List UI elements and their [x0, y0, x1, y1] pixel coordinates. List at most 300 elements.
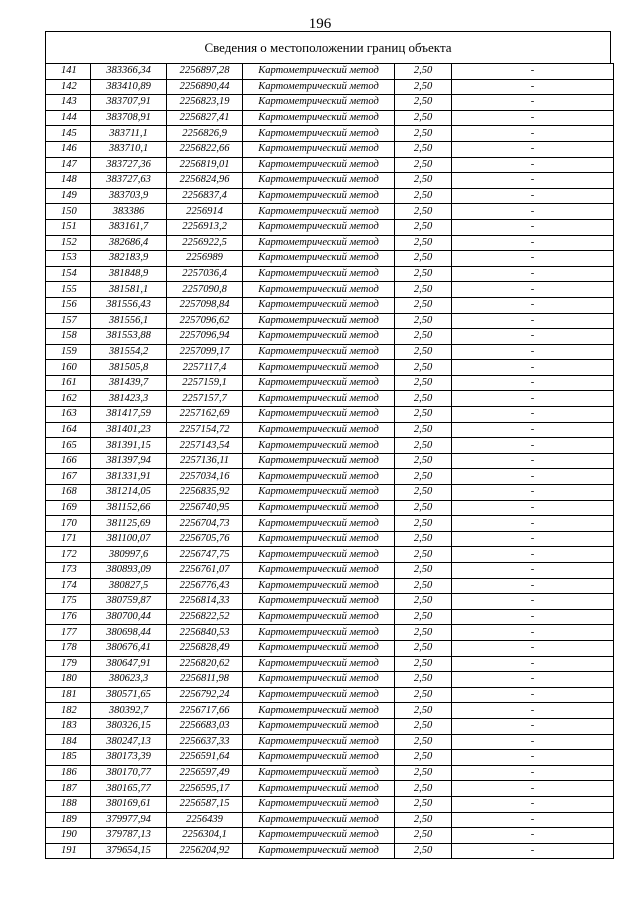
table-row	[46, 391, 614, 407]
table-row	[46, 734, 614, 750]
description-cell: -	[452, 812, 614, 828]
table-row	[46, 360, 614, 376]
point-number: 176	[46, 609, 91, 625]
method-cell: Картометрический метод	[243, 703, 395, 719]
description-cell: -	[452, 828, 614, 844]
accuracy-cell: 2,50	[395, 828, 452, 844]
method-cell: Картометрический метод	[243, 157, 395, 173]
x-coordinate: 383366,34	[91, 64, 167, 80]
description-cell: -	[452, 344, 614, 360]
table-row	[46, 173, 614, 189]
method-cell: Картометрический метод	[243, 422, 395, 438]
table-row	[46, 672, 614, 688]
accuracy-cell: 2,50	[395, 718, 452, 734]
x-coordinate: 383707,91	[91, 95, 167, 111]
description-cell: -	[452, 485, 614, 501]
accuracy-cell: 2,50	[395, 204, 452, 220]
description-cell: -	[452, 391, 614, 407]
method-cell: Картометрический метод	[243, 79, 395, 95]
point-number: 161	[46, 375, 91, 391]
accuracy-cell: 2,50	[395, 843, 452, 859]
point-number: 155	[46, 282, 91, 298]
method-cell: Картометрический метод	[243, 765, 395, 781]
x-coordinate: 381397,94	[91, 453, 167, 469]
point-number: 186	[46, 765, 91, 781]
description-cell: -	[452, 500, 614, 516]
table-row	[46, 781, 614, 797]
method-cell: Картометрический метод	[243, 344, 395, 360]
point-number: 175	[46, 594, 91, 610]
table-row	[46, 266, 614, 282]
description-cell: -	[452, 796, 614, 812]
description-cell: -	[452, 578, 614, 594]
accuracy-cell: 2,50	[395, 796, 452, 812]
table-row	[46, 126, 614, 142]
point-number: 162	[46, 391, 91, 407]
description-cell: -	[452, 173, 614, 189]
method-cell: Картометрический метод	[243, 297, 395, 313]
x-coordinate: 381439,7	[91, 375, 167, 391]
x-coordinate: 380571,65	[91, 687, 167, 703]
method-cell: Картометрический метод	[243, 173, 395, 189]
y-coordinate: 2256595,17	[167, 781, 243, 797]
y-coordinate: 2256637,33	[167, 734, 243, 750]
y-coordinate: 2256922,5	[167, 235, 243, 251]
table-row	[46, 407, 614, 423]
description-cell: -	[452, 126, 614, 142]
method-cell: Картометрический метод	[243, 282, 395, 298]
point-number: 154	[46, 266, 91, 282]
accuracy-cell: 2,50	[395, 64, 452, 80]
description-cell: -	[452, 110, 614, 126]
x-coordinate: 380173,39	[91, 750, 167, 766]
method-cell: Картометрический метод	[243, 500, 395, 516]
table-row	[46, 718, 614, 734]
accuracy-cell: 2,50	[395, 516, 452, 532]
x-coordinate: 380623,3	[91, 672, 167, 688]
method-cell: Картометрический метод	[243, 687, 395, 703]
x-coordinate: 379787,13	[91, 828, 167, 844]
point-number: 187	[46, 781, 91, 797]
y-coordinate: 2256792,24	[167, 687, 243, 703]
accuracy-cell: 2,50	[395, 781, 452, 797]
table-row	[46, 422, 614, 438]
y-coordinate: 2257099,17	[167, 344, 243, 360]
accuracy-cell: 2,50	[395, 531, 452, 547]
description-cell: -	[452, 703, 614, 719]
point-number: 143	[46, 95, 91, 111]
point-number: 188	[46, 796, 91, 812]
y-coordinate: 2256822,66	[167, 141, 243, 157]
y-coordinate: 2256439	[167, 812, 243, 828]
y-coordinate: 2256914	[167, 204, 243, 220]
point-number: 181	[46, 687, 91, 703]
accuracy-cell: 2,50	[395, 313, 452, 329]
method-cell: Картометрический метод	[243, 219, 395, 235]
y-coordinate: 2257159,1	[167, 375, 243, 391]
accuracy-cell: 2,50	[395, 157, 452, 173]
table-row	[46, 344, 614, 360]
description-cell: -	[452, 360, 614, 376]
x-coordinate: 379977,94	[91, 812, 167, 828]
x-coordinate: 381214,05	[91, 485, 167, 501]
point-number: 178	[46, 640, 91, 656]
x-coordinate: 380247,13	[91, 734, 167, 750]
y-coordinate: 2256683,03	[167, 718, 243, 734]
y-coordinate: 2256740,95	[167, 500, 243, 516]
method-cell: Картометрический метод	[243, 126, 395, 142]
y-coordinate: 2256717,66	[167, 703, 243, 719]
point-number: 174	[46, 578, 91, 594]
y-coordinate: 2257090,8	[167, 282, 243, 298]
table-row	[46, 765, 614, 781]
point-number: 180	[46, 672, 91, 688]
accuracy-cell: 2,50	[395, 141, 452, 157]
table-row	[46, 219, 614, 235]
x-coordinate: 381553,88	[91, 329, 167, 345]
description-cell: -	[452, 95, 614, 111]
point-number: 147	[46, 157, 91, 173]
x-coordinate: 380392,7	[91, 703, 167, 719]
table-row	[46, 469, 614, 485]
description-cell: -	[452, 79, 614, 95]
table-row	[46, 594, 614, 610]
y-coordinate: 2257157,7	[167, 391, 243, 407]
coordinates-table	[45, 63, 614, 859]
point-number: 163	[46, 407, 91, 423]
accuracy-cell: 2,50	[395, 438, 452, 454]
x-coordinate: 380700,44	[91, 609, 167, 625]
point-number: 157	[46, 313, 91, 329]
table-row	[46, 64, 614, 80]
y-coordinate: 2256890,44	[167, 79, 243, 95]
table-row	[46, 485, 614, 501]
accuracy-cell: 2,50	[395, 188, 452, 204]
x-coordinate: 383410,89	[91, 79, 167, 95]
description-cell: -	[452, 453, 614, 469]
accuracy-cell: 2,50	[395, 329, 452, 345]
point-number: 167	[46, 469, 91, 485]
x-coordinate: 381556,1	[91, 313, 167, 329]
description-cell: -	[452, 407, 614, 423]
method-cell: Картометрический метод	[243, 313, 395, 329]
method-cell: Картометрический метод	[243, 329, 395, 345]
x-coordinate: 380997,6	[91, 547, 167, 563]
method-cell: Картометрический метод	[243, 516, 395, 532]
method-cell: Картометрический метод	[243, 391, 395, 407]
description-cell: -	[452, 313, 614, 329]
description-cell: -	[452, 469, 614, 485]
table-row	[46, 110, 614, 126]
method-cell: Картометрический метод	[243, 469, 395, 485]
table-row	[46, 453, 614, 469]
y-coordinate: 2256811,98	[167, 672, 243, 688]
method-cell: Картометрический метод	[243, 812, 395, 828]
x-coordinate: 381505,8	[91, 360, 167, 376]
accuracy-cell: 2,50	[395, 360, 452, 376]
method-cell: Картометрический метод	[243, 750, 395, 766]
table-row	[46, 609, 614, 625]
accuracy-cell: 2,50	[395, 625, 452, 641]
table-row	[46, 188, 614, 204]
document-frame	[45, 31, 611, 859]
description-cell: -	[452, 188, 614, 204]
x-coordinate: 381554,2	[91, 344, 167, 360]
y-coordinate: 2256828,49	[167, 640, 243, 656]
x-coordinate: 381401,23	[91, 422, 167, 438]
coordinates-table-body	[46, 64, 614, 859]
table-row	[46, 297, 614, 313]
table-row	[46, 750, 614, 766]
point-number: 144	[46, 110, 91, 126]
method-cell: Картометрический метод	[243, 375, 395, 391]
method-cell: Картометрический метод	[243, 407, 395, 423]
description-cell: -	[452, 251, 614, 267]
accuracy-cell: 2,50	[395, 173, 452, 189]
accuracy-cell: 2,50	[395, 594, 452, 610]
accuracy-cell: 2,50	[395, 235, 452, 251]
table-row	[46, 796, 614, 812]
point-number: 153	[46, 251, 91, 267]
table-row	[46, 235, 614, 251]
accuracy-cell: 2,50	[395, 110, 452, 126]
y-coordinate: 2257154,72	[167, 422, 243, 438]
method-cell: Картометрический метод	[243, 110, 395, 126]
table-row	[46, 656, 614, 672]
method-cell: Картометрический метод	[243, 547, 395, 563]
accuracy-cell: 2,50	[395, 485, 452, 501]
y-coordinate: 2256826,9	[167, 126, 243, 142]
y-coordinate: 2256761,07	[167, 563, 243, 579]
method-cell: Картометрический метод	[243, 64, 395, 80]
description-cell: -	[452, 141, 614, 157]
method-cell: Картометрический метод	[243, 734, 395, 750]
accuracy-cell: 2,50	[395, 266, 452, 282]
accuracy-cell: 2,50	[395, 734, 452, 750]
description-cell: -	[452, 266, 614, 282]
table-row	[46, 625, 614, 641]
description-cell: -	[452, 64, 614, 80]
description-cell: -	[452, 609, 614, 625]
point-number: 191	[46, 843, 91, 859]
method-cell: Картометрический метод	[243, 672, 395, 688]
point-number: 185	[46, 750, 91, 766]
point-number: 189	[46, 812, 91, 828]
point-number: 168	[46, 485, 91, 501]
x-coordinate: 380759,87	[91, 594, 167, 610]
x-coordinate: 383708,91	[91, 110, 167, 126]
table-row	[46, 500, 614, 516]
table-title: Сведения о местоположении границ объекта	[45, 31, 611, 63]
table-row	[46, 516, 614, 532]
x-coordinate: 379654,15	[91, 843, 167, 859]
y-coordinate: 2256835,92	[167, 485, 243, 501]
description-cell: -	[452, 157, 614, 173]
x-coordinate: 383727,36	[91, 157, 167, 173]
x-coordinate: 381125,69	[91, 516, 167, 532]
x-coordinate: 380698,44	[91, 625, 167, 641]
x-coordinate: 381417,59	[91, 407, 167, 423]
method-cell: Картометрический метод	[243, 266, 395, 282]
accuracy-cell: 2,50	[395, 95, 452, 111]
method-cell: Картометрический метод	[243, 95, 395, 111]
table-row	[46, 329, 614, 345]
table-row	[46, 640, 614, 656]
point-number: 148	[46, 173, 91, 189]
description-cell: -	[452, 375, 614, 391]
accuracy-cell: 2,50	[395, 126, 452, 142]
y-coordinate: 2256814,33	[167, 594, 243, 610]
method-cell: Картометрический метод	[243, 438, 395, 454]
x-coordinate: 383711,1	[91, 126, 167, 142]
accuracy-cell: 2,50	[395, 812, 452, 828]
point-number: 165	[46, 438, 91, 454]
accuracy-cell: 2,50	[395, 703, 452, 719]
description-cell: -	[452, 687, 614, 703]
table-row	[46, 687, 614, 703]
point-number: 173	[46, 563, 91, 579]
x-coordinate: 380165,77	[91, 781, 167, 797]
accuracy-cell: 2,50	[395, 765, 452, 781]
x-coordinate: 381391,15	[91, 438, 167, 454]
x-coordinate: 381331,91	[91, 469, 167, 485]
table-row	[46, 812, 614, 828]
table-row	[46, 578, 614, 594]
point-number: 141	[46, 64, 91, 80]
x-coordinate: 382686,4	[91, 235, 167, 251]
accuracy-cell: 2,50	[395, 219, 452, 235]
point-number: 182	[46, 703, 91, 719]
method-cell: Картометрический метод	[243, 625, 395, 641]
method-cell: Картометрический метод	[243, 796, 395, 812]
description-cell: -	[452, 640, 614, 656]
table-row	[46, 438, 614, 454]
point-number: 150	[46, 204, 91, 220]
method-cell: Картометрический метод	[243, 188, 395, 204]
description-cell: -	[452, 204, 614, 220]
table-row	[46, 204, 614, 220]
point-number: 151	[46, 219, 91, 235]
table-row	[46, 828, 614, 844]
y-coordinate: 2256747,75	[167, 547, 243, 563]
accuracy-cell: 2,50	[395, 547, 452, 563]
point-number: 190	[46, 828, 91, 844]
table-row	[46, 375, 614, 391]
point-number: 149	[46, 188, 91, 204]
point-number: 170	[46, 516, 91, 532]
description-cell: -	[452, 531, 614, 547]
x-coordinate: 383710,1	[91, 141, 167, 157]
table-row	[46, 282, 614, 298]
x-coordinate: 380170,77	[91, 765, 167, 781]
method-cell: Картометрический метод	[243, 656, 395, 672]
y-coordinate: 2256204,92	[167, 843, 243, 859]
y-coordinate: 2256705,76	[167, 531, 243, 547]
y-coordinate: 2256587,15	[167, 796, 243, 812]
accuracy-cell: 2,50	[395, 297, 452, 313]
accuracy-cell: 2,50	[395, 656, 452, 672]
description-cell: -	[452, 750, 614, 766]
point-number: 164	[46, 422, 91, 438]
description-cell: -	[452, 781, 614, 797]
method-cell: Картометрический метод	[243, 204, 395, 220]
table-row	[46, 313, 614, 329]
y-coordinate: 2256591,64	[167, 750, 243, 766]
point-number: 145	[46, 126, 91, 142]
description-cell: -	[452, 547, 614, 563]
x-coordinate: 381100,07	[91, 531, 167, 547]
description-cell: -	[452, 297, 614, 313]
method-cell: Картометрический метод	[243, 453, 395, 469]
accuracy-cell: 2,50	[395, 391, 452, 407]
point-number: 169	[46, 500, 91, 516]
point-number: 146	[46, 141, 91, 157]
point-number: 184	[46, 734, 91, 750]
x-coordinate: 380647,91	[91, 656, 167, 672]
table-row	[46, 531, 614, 547]
y-coordinate: 2257096,94	[167, 329, 243, 345]
accuracy-cell: 2,50	[395, 282, 452, 298]
method-cell: Картометрический метод	[243, 718, 395, 734]
x-coordinate: 381848,9	[91, 266, 167, 282]
table-row	[46, 703, 614, 719]
accuracy-cell: 2,50	[395, 672, 452, 688]
accuracy-cell: 2,50	[395, 251, 452, 267]
y-coordinate: 2256820,62	[167, 656, 243, 672]
description-cell: -	[452, 516, 614, 532]
accuracy-cell: 2,50	[395, 453, 452, 469]
table-row	[46, 141, 614, 157]
y-coordinate: 2257143,54	[167, 438, 243, 454]
description-cell: -	[452, 656, 614, 672]
table-row	[46, 547, 614, 563]
x-coordinate: 380169,61	[91, 796, 167, 812]
point-number: 160	[46, 360, 91, 376]
description-cell: -	[452, 672, 614, 688]
description-cell: -	[452, 438, 614, 454]
y-coordinate: 2256840,53	[167, 625, 243, 641]
x-coordinate: 380827,5	[91, 578, 167, 594]
x-coordinate: 381423,3	[91, 391, 167, 407]
accuracy-cell: 2,50	[395, 375, 452, 391]
y-coordinate: 2256597,49	[167, 765, 243, 781]
x-coordinate: 381556,43	[91, 297, 167, 313]
description-cell: -	[452, 734, 614, 750]
y-coordinate: 2256827,41	[167, 110, 243, 126]
y-coordinate: 2257162,69	[167, 407, 243, 423]
method-cell: Картометрический метод	[243, 609, 395, 625]
y-coordinate: 2256989	[167, 251, 243, 267]
table-row	[46, 95, 614, 111]
accuracy-cell: 2,50	[395, 79, 452, 95]
x-coordinate: 383161,7	[91, 219, 167, 235]
y-coordinate: 2256823,19	[167, 95, 243, 111]
accuracy-cell: 2,50	[395, 469, 452, 485]
x-coordinate: 381581,1	[91, 282, 167, 298]
y-coordinate: 2257036,4	[167, 266, 243, 282]
point-number: 177	[46, 625, 91, 641]
point-number: 156	[46, 297, 91, 313]
description-cell: -	[452, 219, 614, 235]
description-cell: -	[452, 235, 614, 251]
y-coordinate: 2256776,43	[167, 578, 243, 594]
method-cell: Картометрический метод	[243, 485, 395, 501]
x-coordinate: 381152,66	[91, 500, 167, 516]
x-coordinate: 383386	[91, 204, 167, 220]
point-number: 183	[46, 718, 91, 734]
table-row	[46, 563, 614, 579]
method-cell: Картометрический метод	[243, 578, 395, 594]
